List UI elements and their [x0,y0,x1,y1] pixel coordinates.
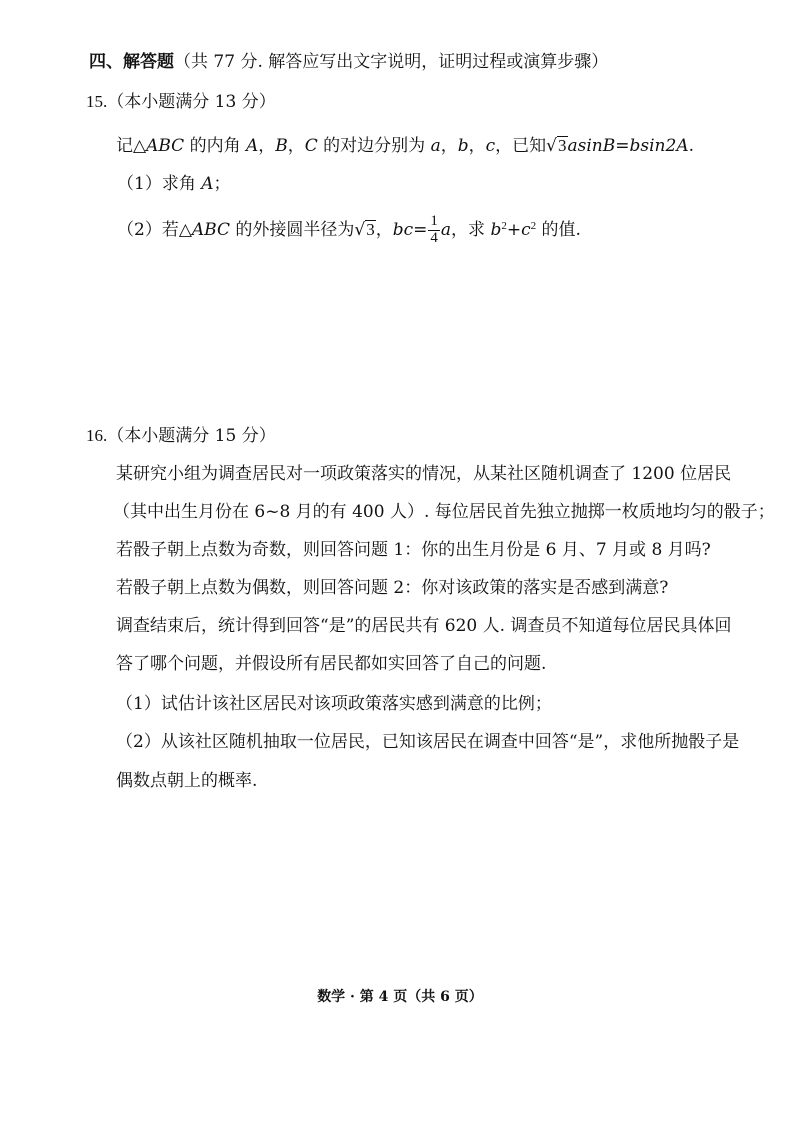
q15-sep: ， [440,136,458,156]
q15-var: b [490,219,502,240]
q15-part2-text: ， [375,219,393,240]
q15-part2-label: （2） [117,219,162,240]
q15-var: c [485,136,496,156]
q16-number: 16. [86,426,108,445]
sqrt-radicand: 3 [366,219,375,239]
q15-part1-label: （1） [117,174,162,194]
q16-part2-cont: 偶数点朝上的概率. [116,771,258,791]
section-note: （共 77 分. 解答应写出文字说明，证明过程或演算步骤） [174,52,609,72]
q15-part2-text: 的值. [536,219,581,240]
q15-stem-text: . [688,136,694,156]
fraction-denominator: 4 [430,229,438,246]
q16-part2-text: 从该社区随机抽取一位居民，已知该居民在调查中回答“是”，求他所抛骰子是 [160,732,740,752]
q15-part1-text: 求角 [161,174,202,194]
q15-part2-text: + [506,219,522,240]
q15-heading [86,93,276,111]
sqrt-symbol: √3 [546,136,567,156]
q16-part2-label: （2） [116,732,161,752]
fraction [428,214,440,247]
section-header [89,54,608,71]
q15-number: 15. [86,92,108,111]
q15-part2-text: 的外接圆半径为 [230,219,355,240]
q15-expr: asin [567,136,603,156]
q15-var: C [304,136,318,156]
q16-heading [86,427,276,445]
fraction-numerator: 1 [430,213,438,229]
q15-part2-text: = [413,219,428,240]
q15-var: A [201,174,214,194]
q16-points: （本小题满分 15 分） [107,426,276,446]
q15-stem-text: ，已知 [495,136,547,156]
q15-var: A [245,136,259,156]
q15-var: c [521,219,531,240]
q16-line-6: 答了哪个问题，并假设所有居民都如实回答了自己的问题. [116,654,547,674]
q16-line-3: 若骰子朝上点数为奇数，则回答问题 1：你的出生月份是 6 月、7 月或 8 月吗? [116,540,711,560]
q15-part2 [117,214,581,247]
q15-var: B [275,136,288,156]
sqrt-symbol: √3 [354,219,375,240]
q16-part1 [116,696,552,713]
q15-sep: ， [468,136,486,156]
q15-stem-text: 记△ [116,136,147,156]
q15-expr: =bsin2 [615,136,677,156]
q16-part2 [116,734,739,751]
q15-stem-text: 的对边分别为 [317,136,431,156]
q15-triangle-name: ABC [191,219,230,240]
q16-line-2: （其中出生月份在 6~8 月的有 400 人）. 每位居民首先独立抛掷一枚质地均匀的骰子； [113,502,775,522]
q15-part2-text: ，求 [451,219,491,240]
q15-stem-text: 的内角 [184,136,246,156]
q15-stem [116,136,694,155]
q15-triangle-name: ABC [146,136,185,156]
q16-line-4: 若骰子朝上点数为偶数，则回答问题 2：你对该政策的落实是否感到满意? [116,578,669,598]
q15-points: （本小题满分 13 分） [107,92,276,112]
page-footer: 数学 · 第 4 页（共 6 页） [317,989,483,1005]
q15-var: bc [392,219,414,240]
q16-line-5: 调查结束后，统计得到回答“是”的居民共有 620 人. 调查员不知道每位居民具体回 [116,616,732,636]
q16-part1-label: （1） [116,694,161,714]
q15-sep: ， [287,136,305,156]
q15-var: a [440,219,452,240]
exponent: 2 [501,219,507,232]
q15-sep: ， [258,136,276,156]
q15-part2-text: 若△ [161,219,192,240]
q15-var: a [430,136,441,156]
q15-var: B [602,136,616,156]
q15-part1 [117,176,231,193]
sqrt-radicand: 3 [558,136,567,155]
q15-var: A [676,136,689,156]
q16-line-1: 某研究小组为调查居民对一项政策落实的情况，从某社区随机调查了 1200 位居民 [116,464,732,484]
exponent: 2 [530,219,537,232]
q15-var: b [457,136,469,156]
q15-part1-text: ； [213,174,231,194]
q16-part1-text: 试估计该社区居民对该项政策落实感到满意的比例； [160,694,552,714]
section-title: 四、解答题 [89,52,174,72]
